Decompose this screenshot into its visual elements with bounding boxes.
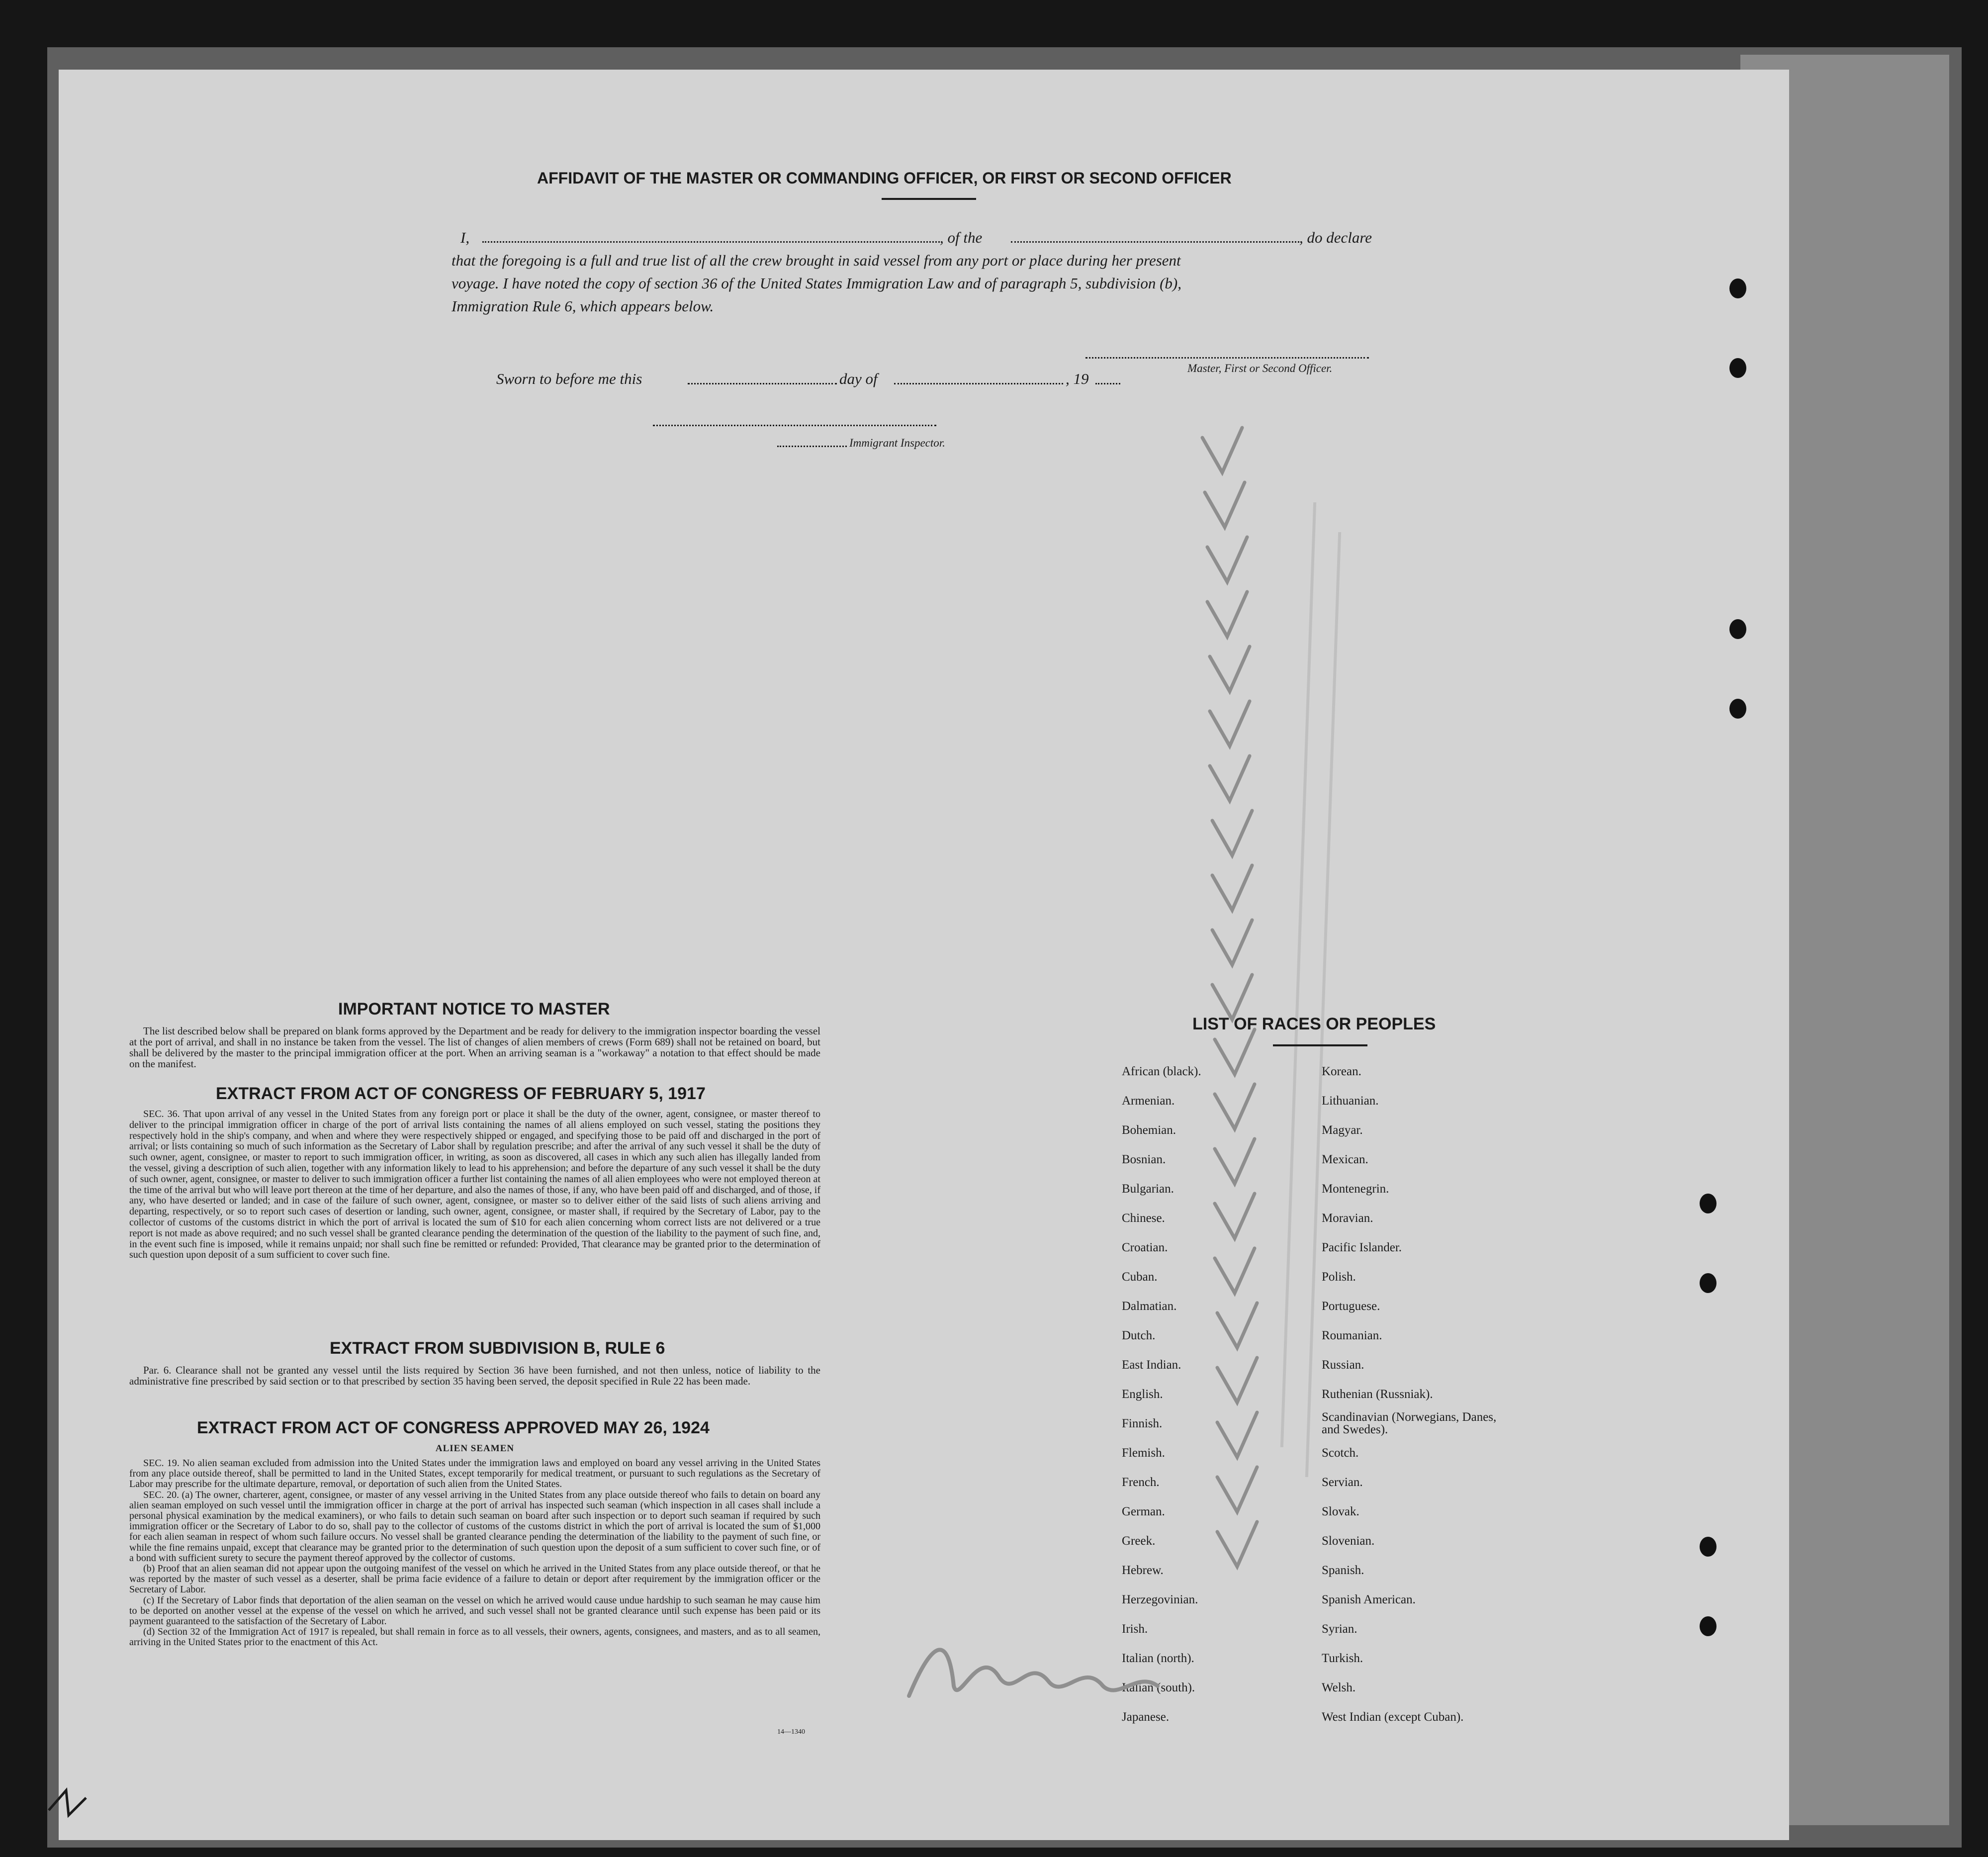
affidavit-line1: [460, 229, 469, 247]
race-item: Irish.: [1122, 1622, 1148, 1636]
race-item: East Indian.: [1122, 1358, 1181, 1372]
sec20b-paragraph: (b) Proof that an alien seaman did not appear upon the outgoing manifest of the vessel on which he arrived in the United States from any place outside thereof, or that he was reported by the master of such vessel as a deserter, shall be prima facie evidence of a failure to detain or deport after requirement by the immigration officer or the Secretary of Labor.: [129, 1563, 820, 1595]
sec20d-paragraph: (d) Section 32 of the Immigration Act of 1917 is repealed, but shall remain in force as to all vessels, their owners, agents, consignees, and masters, and as to all seamen, arriving in the United States prior to the enactment of this Act.: [129, 1626, 820, 1648]
race-item: French.: [1122, 1476, 1160, 1489]
race-item: Finnish.: [1122, 1417, 1163, 1430]
punch-hole-icon: [1700, 1273, 1717, 1293]
punch-hole-icon: [1700, 1616, 1717, 1636]
race-item: Flemish.: [1122, 1446, 1165, 1460]
race-item: Bosnian.: [1122, 1153, 1166, 1166]
races-right-column: [1322, 1057, 1501, 1732]
race-item: Pacific Islander.: [1322, 1241, 1402, 1254]
sworn-month-field[interactable]: [894, 383, 1063, 384]
punch-hole-icon: [1729, 279, 1746, 298]
affidavit-body-line4: Immigration Rule 6, which appears below.: [452, 297, 714, 315]
race-item-scandinavian: Scandinavian (Norwegians, Danes, and Swedes).: [1322, 1410, 1497, 1436]
race-item: Croatian.: [1122, 1241, 1168, 1254]
race-item: Roumanian.: [1322, 1329, 1382, 1342]
race-item: Japanese.: [1122, 1710, 1170, 1724]
race-item: Italian (south).: [1122, 1681, 1195, 1694]
extract-rule6-title: EXTRACT FROM SUBDIVISION B, RULE 6: [330, 1339, 665, 1358]
sworn-prefix: Sworn to before me this: [496, 370, 642, 387]
sec19-paragraph: SEC. 19. No alien seaman excluded from admission into the United States under the immigration laws and employed on board any vessel arriving in the United States from any place outside thereof, shall be permitted to land in the United States, except temporarily for medical treatment, or pursuant to such regulations as the Secretary of Labor may prescribe for the ultimate departure, removal, or deportation of such alien from the United States.: [129, 1458, 820, 1490]
extract-1924-title: EXTRACT FROM ACT OF CONGRESS APPROVED MAY 26, 1924: [197, 1418, 710, 1437]
form-code: 14—1340: [777, 1728, 805, 1736]
affidavit-body-line2: that the foregoing is a full and true list of all the crew brought in said vessel from any port or place during her present: [452, 252, 1181, 269]
extract-1917-text: [129, 1109, 820, 1261]
race-item: Korean.: [1322, 1065, 1361, 1078]
extract-rule6-text: [129, 1365, 820, 1387]
race-item: African (black).: [1122, 1065, 1201, 1078]
race-item: Chinese.: [1122, 1211, 1165, 1225]
affidavit-body-line3: voyage. I have noted the copy of section 36 of the United States Immigration Law and of paragraph 5, subdivision (b),: [452, 275, 1181, 292]
race-item: Spanish American.: [1322, 1593, 1416, 1606]
affidavit-i-label: I,: [460, 229, 470, 246]
inspector-signature-leader: [777, 446, 847, 447]
alien-seamen-subtitle: ALIEN SEAMEN: [435, 1443, 515, 1454]
declarant-name-field[interactable]: [482, 241, 940, 243]
affidavit-of-the-label: , of the: [940, 229, 983, 246]
race-item: Greek.: [1122, 1534, 1156, 1548]
race-item: Syrian.: [1322, 1622, 1357, 1636]
affidavit-title: AFFIDAVIT OF THE MASTER OR COMMANDING OFFICER, OR FIRST OR SECOND OFFICER: [537, 169, 1232, 187]
race-item: Mexican.: [1322, 1153, 1368, 1166]
race-item: Spanish.: [1322, 1564, 1364, 1577]
race-item: Bohemian.: [1122, 1123, 1176, 1137]
sec20a-paragraph: SEC. 20. (a) The owner, charterer, agent, consignee, or master of any vessel arriving in the United States from any place outside thereof who fails to detain on board any alien seaman employed on such vessel until the immigration officer in charge at the port of arrival has inspected such seaman (which inspection in all cases shall include a personal physical examination by the medical examiners), or who fails to detain such seaman on board after such inspection or to deport such seaman if required by such immigration officer or the Secretary of Labor to do so, shall pay to the collector of customs of the customs district in which the port of arrival is located the sum of $1,000 for each alien seaman in respect of whom such failure occurs. No vessel shall be granted clearance pending the determination of the liability to the payment of such fine, or while the fine remains unpaid, except that clearance may be granted prior to the determination of such question upon the deposit of a sum sufficient to cover such fine, or of a bond with sufficient surety to secure the payment thereof approved by the collector of customs.: [129, 1489, 820, 1564]
race-item: Montenegrin.: [1322, 1182, 1389, 1196]
sworn-year-field[interactable]: [1095, 383, 1120, 384]
punch-hole-icon: [1729, 699, 1746, 719]
signature-trace-icon: [904, 1626, 1163, 1716]
vessel-name-field[interactable]: [1011, 241, 1299, 243]
affidavit-declare-label: , do declare: [1299, 229, 1372, 246]
race-item: Russian.: [1322, 1358, 1364, 1372]
race-item: Moravian.: [1322, 1211, 1373, 1225]
sworn-day-label: day of: [839, 370, 878, 387]
race-item: German.: [1122, 1505, 1165, 1518]
affidavit-title-rule: [882, 198, 976, 200]
race-item: Dalmatian.: [1122, 1300, 1177, 1313]
race-item: Portuguese.: [1322, 1300, 1380, 1313]
race-item: Polish.: [1322, 1270, 1356, 1284]
extract-1917-paragraph: SEC. 36. That upon arrival of any vessel in the United States from any foreign port or place it shall be the duty of the owner, agent, consignee, or master thereof to deliver to the principal immigration officer in charge of the port of arrival lists containing the names of all aliens employed on such vessel, stating the positions they respectively hold in the ship's company, and when and where they were respectively shipped or engaged, and specifying those to be paid off and discharged in the port of arrival; or lists containing so much of such information as the Secretary of Labor shall by regulation prescribe; and after the arrival of any such vessel it shall be the duty of such owner, agent, consignee, or master to report to such immigration officer, in writing, as soon as discovered, all cases in which any such alien has illegally landed from the vessel, giving a description of such alien, together with any information likely to lead to his apprehension; and before the departure of any such vessel it shall be the duty of such owner, agent, consignee, or master to deliver to such immigration officer a further list containing the names of all alien employees who were not employed thereon at the time of the arrival but who will leave port thereon at the time of her departure, and also the names of those, if any, who have been paid off and discharged, and of those, if any, who have deserted or landed; and in case of the failure of such owner, agent, consignee, or master so to deliver either of the said lists of such aliens arriving and departing, respectively, or so to report such cases of desertion or landing, such owner, agent, consignee, or master shall, if required by the Secretary of Labor, pay to the collector of customs of the customs district in which the port of arrival is located the sum of $10 for each alien concerning whom correct lists are not delivered or a true report is not made as above required; and no such vessel shall be granted clearance pending the determination of the question of the liability to the payment of such fine, and, in the event such fine is imposed, while it remains unpaid; nor shall such fine be remitted or refunded: Provided, That clearance may be granted prior to the determination of such question upon deposit of a sum sufficient to cover such fine.: [129, 1109, 820, 1261]
race-item: Slovenian.: [1322, 1534, 1375, 1548]
master-signature-label: Master, First or Second Officer.: [1187, 362, 1333, 374]
bleed-through: [128, 194, 1719, 1089]
race-item: Armenian.: [1122, 1094, 1175, 1108]
punch-hole-icon: [1700, 1537, 1717, 1557]
race-item: West Indian (except Cuban).: [1322, 1710, 1464, 1724]
inspector-signature-field[interactable]: [653, 425, 936, 426]
race-item: English.: [1122, 1388, 1163, 1401]
punch-hole-icon: [1700, 1194, 1717, 1213]
corner-mark-icon: [44, 1780, 93, 1825]
race-item: Ruthenian (Russniak).: [1322, 1388, 1433, 1401]
sworn-day-field[interactable]: [688, 383, 837, 384]
sworn-year-label: , 19: [1066, 370, 1089, 387]
extract-1917-title: EXTRACT FROM ACT OF CONGRESS OF FEBRUARY 5, 1917: [216, 1084, 706, 1103]
race-item: Scotch.: [1322, 1446, 1359, 1460]
check-marks-icon: [1192, 418, 1292, 1661]
race-item: [1322, 1409, 1501, 1438]
race-item: Herzegovinian.: [1122, 1593, 1198, 1606]
extract-1924-text: [129, 1458, 820, 1648]
race-item: Cuban.: [1122, 1270, 1158, 1284]
race-item: Magyar.: [1322, 1123, 1363, 1137]
race-item: Lithuanian.: [1322, 1094, 1379, 1108]
race-item: Bulgarian.: [1122, 1182, 1174, 1196]
race-item: Italian (north).: [1122, 1652, 1194, 1665]
punch-hole-icon: [1729, 619, 1746, 639]
inspector-label: Immigrant Inspector.: [849, 437, 945, 449]
race-item: Servian.: [1322, 1476, 1363, 1489]
notice-title: IMPORTANT NOTICE TO MASTER: [338, 1000, 610, 1019]
race-item: Hebrew.: [1122, 1564, 1164, 1577]
race-item: Welsh.: [1322, 1681, 1356, 1694]
races-title: LIST OF RACES OR PEOPLES: [1192, 1015, 1436, 1033]
sec20c-paragraph: (c) If the Secretary of Labor finds that deportation of the alien seaman on the vessel on which he arrived would cause undue hardship to such seaman he may cause him to be deported on another vessel at the expense of the vessel on which he arrived, and such vessel shall not be granted clearance until such expense has been paid or its payment guaranteed to the satisfaction of the Secretary of Labor.: [129, 1594, 820, 1627]
document-page: [59, 70, 1789, 1840]
notice-text: [129, 1025, 820, 1069]
race-item: Slovak.: [1322, 1505, 1359, 1518]
punch-hole-icon: [1729, 358, 1746, 378]
master-signature-field[interactable]: [1085, 357, 1369, 359]
race-item: Turkish.: [1322, 1652, 1363, 1665]
notice-paragraph: The list described below shall be prepared on blank forms approved by the Department and be ready for delivery to the immigration inspector boarding the vessel at the port of arrival, and shall in no instance be taken from the vessel. The list of changes of alien members of crews (Form 689) shall not be retained on board, but shall be delivered by the master to the principal immigration officer at the port. When an arriving seaman is a "workaway" a notation to that effect should be made on the manifest.: [129, 1025, 820, 1070]
race-item: Dutch.: [1122, 1329, 1156, 1342]
extract-rule6-paragraph: Par. 6. Clearance shall not be granted any vessel until the lists required by Section 36 have been furnished, and not then unless, notice of liability to the administrative fine prescribed by said section or to that prescribed by section 35 having been served, the deposit specified in Rule 22 has been made.: [129, 1364, 820, 1387]
